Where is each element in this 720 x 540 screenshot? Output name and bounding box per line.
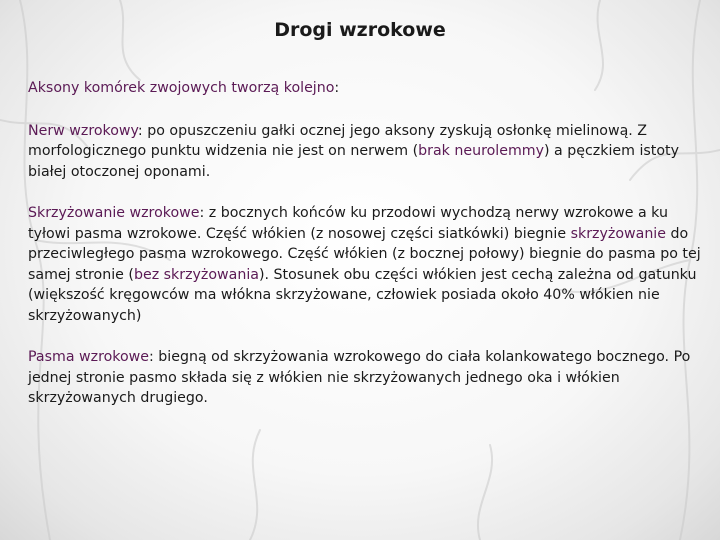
optic-chiasm-term: Skrzyżowanie wzrokowe — [28, 205, 200, 221]
slide-title: Drogi wzrokowe — [274, 19, 446, 41]
no-crossing-keyword: bez skrzyżowania — [133, 266, 259, 283]
optic-chiasm-paragraph — [28, 203, 708, 326]
intro-heading: Aksony komórek zwojowych tworzą kolejno — [28, 80, 335, 96]
optic-tracts-paragraph — [28, 347, 708, 409]
optic-nerve-paragraph — [28, 121, 708, 183]
optic-chiasm-text-1: : z bocznych końców ku przodowi wychodzą nerwy wzrokowe a ku tyłowi pasma wzrokowe. Część włókien (z nosowej części siatkówki) biegnie — [28, 205, 668, 242]
optic-nerve-text-1: : po opuszczeniu gałki ocznej jego aksony zyskują osłonkę mielinową. Z morfologicznego punktu widzenia nie jest on nerwem ( — [28, 122, 648, 159]
crossing-keyword: skrzyżowanie — [570, 225, 666, 242]
optic-tracts-term: Pasma wzrokowe — [28, 349, 150, 365]
optic-nerve-term: Nerw wzrokowy — [28, 122, 138, 139]
optic-chiasm-text-2: do przeciwległego pasma wzrokowego. Część włókien (z bocznej połowy) biegnie do pasma po tej samej stronie ( — [28, 225, 701, 283]
intro-paragraph — [28, 78, 708, 99]
slide-body — [28, 78, 708, 409]
optic-nerve-text-2: ) a pęczkiem istoty białej otoczonej oponami. — [28, 143, 679, 180]
optic-tracts-text: : biegną od skrzyżowania wzrokowego do ciała kolankowatego bocznego. Po jednej stronie pasmo składa się z włókien nie skrzyżowanych jednego oka i włókien skrzyżowanych drugiego. — [28, 349, 691, 406]
optic-chiasm-text-3: ). Stosunek obu części włókien jest cechą zależna od gatunku (większość kręgowców ma włókna skrzyżowane, człowiek posiada około 40% włókien nie skrzyżowanych) — [28, 266, 697, 324]
intro-colon: : — [334, 80, 340, 96]
no-neurolemma-keyword: brak neurolemmy — [418, 143, 545, 159]
